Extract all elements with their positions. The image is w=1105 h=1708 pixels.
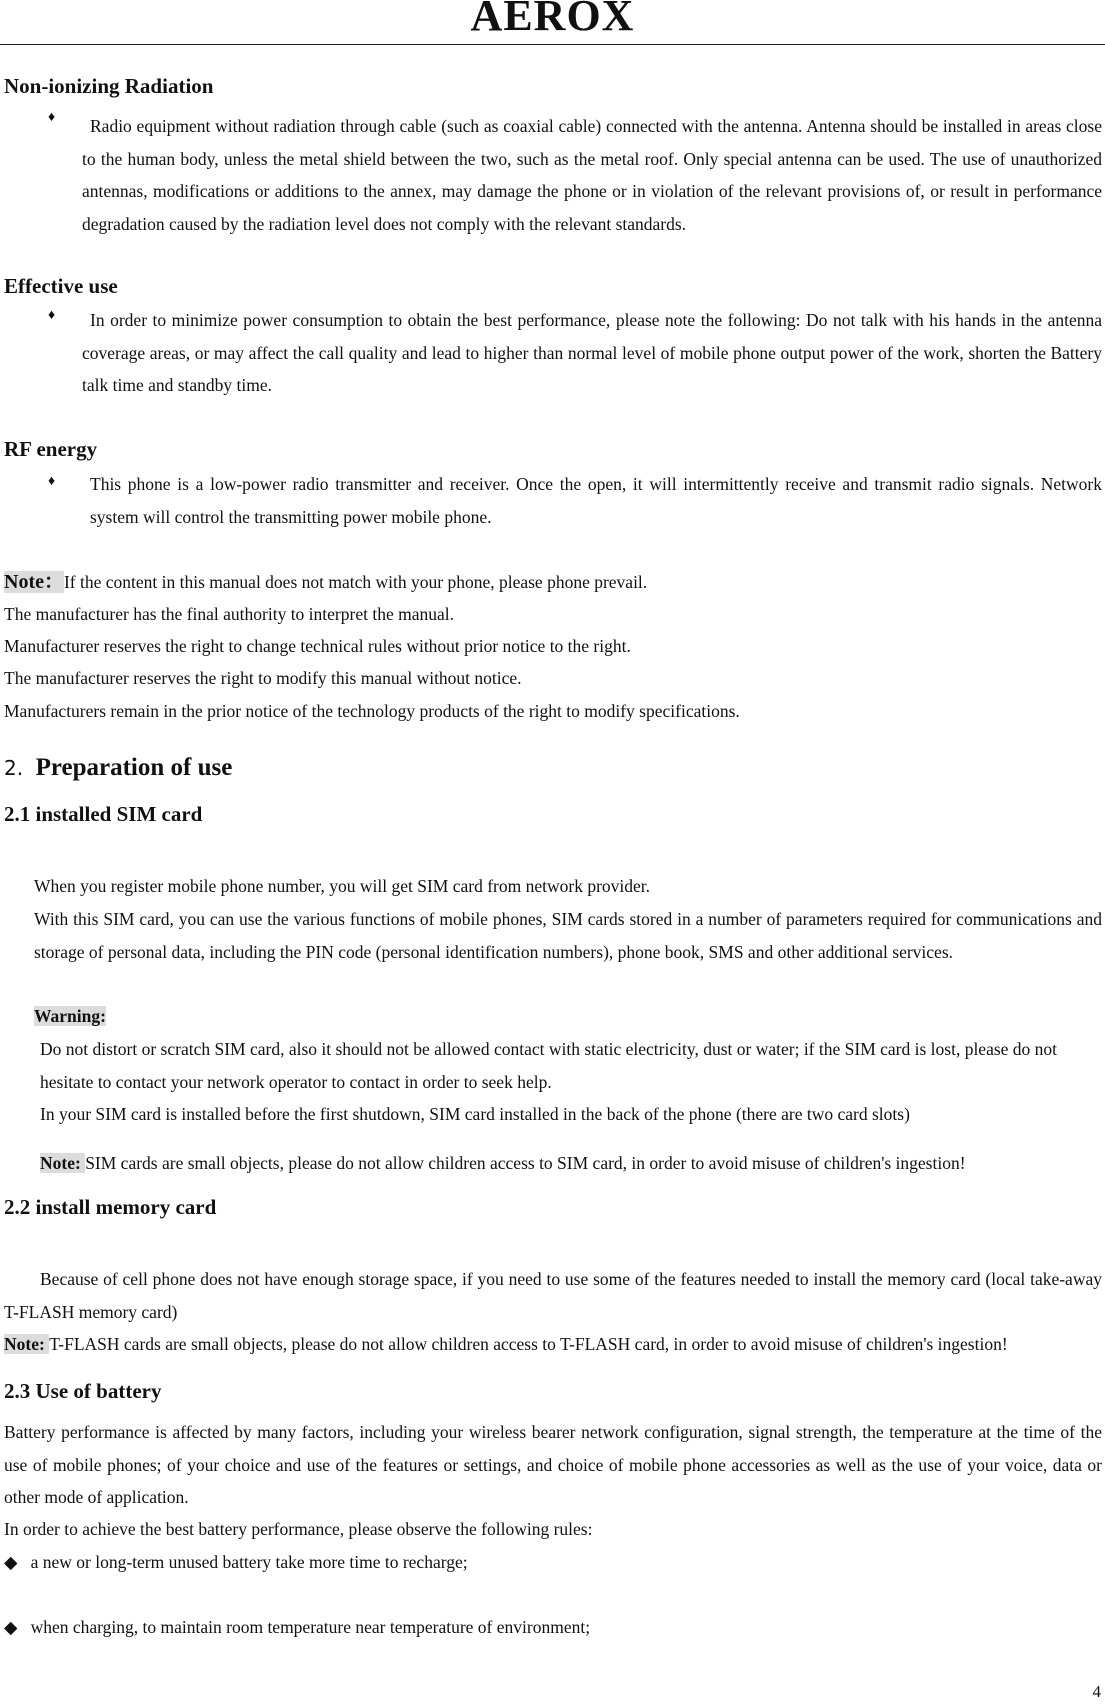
note-line: The manufacturer reserves the right to modify this manual without notice. — [4, 668, 522, 688]
note-line: Manufacturers remain in the prior notice of the technology products of the right to modify specifications. — [4, 701, 740, 721]
page-header — [0, 0, 1105, 45]
effective-use-paragraph: In order to minimize power consumption to obtain the best performance, please note the following: Do not talk with his hands in the antenna coverage areas, or may affect the call quality and lead to higher than normal level of mobile phone output power of the work, shorten the Battery talk time and standby time. — [82, 310, 1102, 395]
battery-rule-2-text: when charging, to maintain room temperature near temperature of environment; — [30, 1617, 591, 1637]
warning-label: Warning: — [34, 1006, 106, 1026]
sim-note-line — [40, 1147, 1102, 1180]
sim-warning-label — [34, 1000, 106, 1033]
sim-note-label: Note: — [40, 1153, 86, 1173]
memory-paragraph: Because of cell phone does not have enough storage space, if you need to use some of the features needed to install the memory card (local take-away T-FLASH memory card) — [4, 1269, 1102, 1322]
diamond-bullet-icon: ◆ — [4, 1552, 18, 1572]
sim-install-text: In your SIM card is installed before the first shutdown, SIM card installed in the back of the phone (there are two card slots) — [40, 1104, 910, 1124]
note-line: The manufacturer has the final authority to interpret the manual. — [4, 604, 454, 624]
sim-paragraph-1: When you register mobile phone number, you will get SIM card from network provider. — [34, 876, 651, 896]
diamond-bullet-icon: ♦ — [48, 308, 56, 323]
sim-note-text: SIM cards are small objects, please do not allow children access to SIM card, in order to avoid misuse of children's ingestion! — [85, 1153, 966, 1173]
battery-rule-1-text: a new or long-term unused battery take more time to recharge; — [30, 1552, 468, 1572]
note-line — [4, 566, 1104, 599]
section-title-memory: 2.2 install memory card — [4, 1195, 217, 1219]
diamond-bullet-icon: ◆ — [4, 1617, 18, 1637]
sim-paragraph-2: With this SIM card, you can use the various functions of mobile phones, SIM cards stored in a number of parameters required for communications and storage of personal data, including the PIN code (personal identification numbers), phone book, SMS and other additional services. — [34, 909, 1102, 962]
note-label: Note： — [4, 571, 64, 593]
note-text: If the content in this manual does not match with your phone, please phone prevail. — [63, 572, 648, 592]
memory-note-text: T-FLASH cards are small objects, please do not allow children access to T-FLASH card, in order to avoid misuse of children's ingestion! — [49, 1334, 1008, 1354]
section-title-non-ionizing: Non-ionizing Radiation — [4, 74, 214, 98]
memory-note-line — [4, 1328, 1102, 1361]
brand-title: AEROX — [470, 0, 635, 40]
chapter-title: Preparation of use — [35, 754, 233, 781]
section-title-rf-energy: RF energy — [4, 437, 98, 461]
chapter-heading — [4, 754, 232, 782]
battery-rule-2 — [4, 1611, 1102, 1644]
section-title-effective-use: Effective use — [4, 274, 118, 298]
memory-note-label: Note: — [4, 1334, 50, 1354]
chapter-number: 2. — [4, 756, 24, 780]
diamond-bullet-icon: ♦ — [48, 110, 56, 125]
section-title-battery: 2.3 Use of battery — [4, 1379, 162, 1403]
rf-energy-paragraph: This phone is a low-power radio transmitter and receiver. Once the open, it will intermittently receive and transmit radio signals. Network system will control the transmitting power mobile phone. — [90, 474, 1102, 527]
note-line: Manufacturer reserves the right to change technical rules without prior notice to the right. — [4, 636, 631, 656]
sim-warning-text: Do not distort or scratch SIM card, also it should not be allowed contact with static electricity, dust or water; if the SIM card is lost, please do not hesitate to contact your network operator to contact in order to seek help. — [40, 1039, 1058, 1092]
battery-rule-1 — [4, 1546, 1102, 1579]
section-title-sim: 2.1 installed SIM card — [4, 802, 203, 826]
page-number: 4 — [1092, 1682, 1101, 1701]
battery-paragraph-1: Battery performance is affected by many factors, including your wireless bearer network configuration, signal strength, the temperature at the time of the use of mobile phones; of your choice and use of the features or settings, and choice of mobile phone accessories as well as the use of your voice, data or other mode of application. — [4, 1422, 1102, 1507]
diamond-bullet-icon: ♦ — [48, 474, 56, 489]
battery-paragraph-2: In order to achieve the best battery performance, please observe the following rules: — [4, 1519, 593, 1539]
non-ionizing-paragraph: Radio equipment without radiation through cable (such as coaxial cable) connected with the antenna. Antenna should be installed in areas close to the human body, unless the metal shield between the two, such as the metal roof. Only special antenna can be used. The use of unauthorized antennas, modifications or additions to the annex, may damage the phone or in violation of the relevant provisions of, or result in performance degradation caused by the radiation level does not comply with the relevant standards. — [82, 116, 1102, 234]
